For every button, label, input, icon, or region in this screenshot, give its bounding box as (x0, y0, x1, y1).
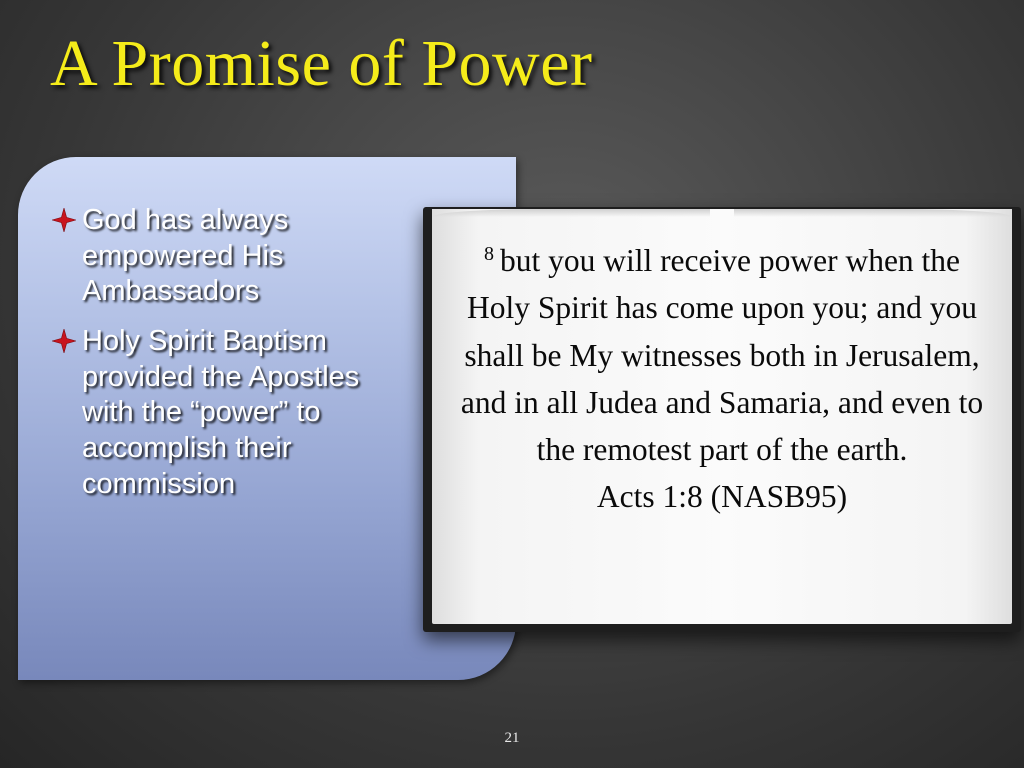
verse-reference: Acts 1:8 (NASB95) (596, 479, 848, 515)
verse-text: but you will receive power when the Holy Spirit has come upon you; and you shall be My witnesses both in Jerusalem, and in all Judea and Samaria, and even to the remotest part of the earth. (460, 243, 984, 467)
red-four-point-star-icon (52, 329, 76, 353)
bullet-list (50, 203, 400, 516)
verse-number: 8 (483, 242, 494, 265)
bullet-text: God has always empowered His Ambassadors (82, 204, 289, 308)
list-item (50, 203, 400, 310)
slide-title: A Promise of Power (50, 27, 593, 100)
book-pages (432, 209, 1012, 624)
page-number: 21 (504, 730, 520, 746)
bullet-text: Holy Spirit Baptism provided the Apostles with the “power” to accomplish their commission (82, 324, 360, 500)
open-book-image (423, 207, 1021, 632)
scripture-quote (450, 237, 994, 521)
red-four-point-star-icon (52, 208, 76, 232)
list-item (50, 324, 400, 502)
